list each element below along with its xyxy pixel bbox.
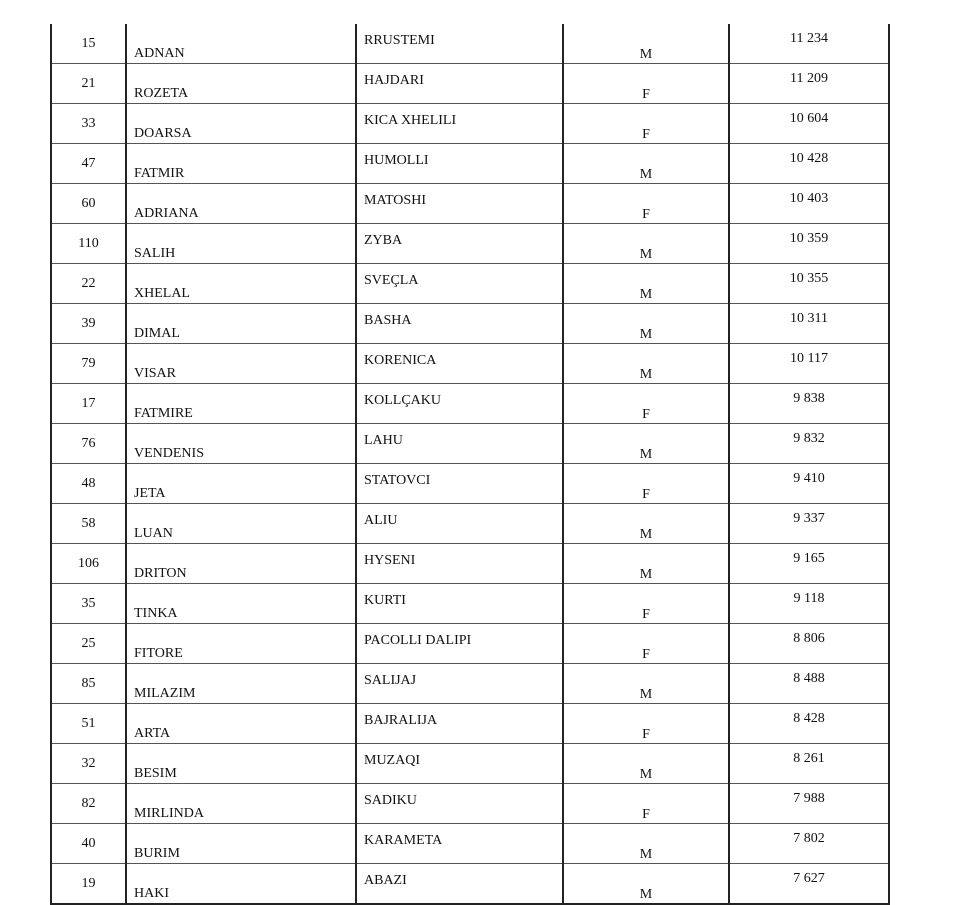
gender-cell: F xyxy=(563,624,729,664)
table-row xyxy=(51,424,889,464)
candidate-number-cell: 85 xyxy=(51,664,126,704)
table-row xyxy=(51,624,889,664)
first-name-cell: ADRIANA xyxy=(126,184,356,224)
candidate-number-cell: 35 xyxy=(51,584,126,624)
candidate-number-cell: 82 xyxy=(51,784,126,824)
candidate-number-cell: 32 xyxy=(51,744,126,784)
table-row xyxy=(51,224,889,264)
vote-count-cell: 10 428 xyxy=(729,144,889,184)
table-row xyxy=(51,704,889,744)
vote-count-cell: 10 117 xyxy=(729,344,889,384)
gender-cell: M xyxy=(563,344,729,384)
vote-count-cell: 9 832 xyxy=(729,424,889,464)
vote-count-cell: 7 627 xyxy=(729,864,889,905)
candidate-number-cell: 106 xyxy=(51,544,126,584)
first-name-cell: MIRLINDA xyxy=(126,784,356,824)
first-name-cell: ROZETA xyxy=(126,64,356,104)
last-name-cell: MUZAQI xyxy=(356,744,563,784)
first-name-cell: FATMIRE xyxy=(126,384,356,424)
first-name-cell: DRITON xyxy=(126,544,356,584)
gender-cell: M xyxy=(563,824,729,864)
first-name-cell: JETA xyxy=(126,464,356,504)
table-row xyxy=(51,464,889,504)
vote-count-cell: 9 337 xyxy=(729,504,889,544)
vote-count-cell: 10 359 xyxy=(729,224,889,264)
gender-cell: M xyxy=(563,424,729,464)
candidate-number-cell: 40 xyxy=(51,824,126,864)
last-name-cell: ABAZI xyxy=(356,864,563,905)
table-row xyxy=(51,544,889,584)
gender-cell: M xyxy=(563,304,729,344)
vote-count-cell: 8 261 xyxy=(729,744,889,784)
last-name-cell: KURTI xyxy=(356,584,563,624)
table-row xyxy=(51,64,889,104)
gender-cell: F xyxy=(563,784,729,824)
candidate-number-cell: 58 xyxy=(51,504,126,544)
vote-count-cell: 7 988 xyxy=(729,784,889,824)
first-name-cell: ADNAN xyxy=(126,24,356,64)
vote-count-cell: 10 355 xyxy=(729,264,889,304)
candidate-number-cell: 39 xyxy=(51,304,126,344)
table-row xyxy=(51,384,889,424)
candidate-number-cell: 60 xyxy=(51,184,126,224)
table-row xyxy=(51,784,889,824)
first-name-cell: DOARSA xyxy=(126,104,356,144)
last-name-cell: RRUSTEMI xyxy=(356,24,563,64)
first-name-cell: DIMAL xyxy=(126,304,356,344)
candidate-number-cell: 48 xyxy=(51,464,126,504)
vote-count-cell: 9 118 xyxy=(729,584,889,624)
candidate-number-cell: 21 xyxy=(51,64,126,104)
last-name-cell: HUMOLLI xyxy=(356,144,563,184)
last-name-cell: HAJDARI xyxy=(356,64,563,104)
first-name-cell: VENDENIS xyxy=(126,424,356,464)
last-name-cell: PACOLLI DALIPI xyxy=(356,624,563,664)
table-row xyxy=(51,304,889,344)
gender-cell: F xyxy=(563,584,729,624)
last-name-cell: KORENICA xyxy=(356,344,563,384)
last-name-cell: BAJRALIJA xyxy=(356,704,563,744)
gender-cell: F xyxy=(563,704,729,744)
candidate-number-cell: 47 xyxy=(51,144,126,184)
first-name-cell: XHELAL xyxy=(126,264,356,304)
vote-count-cell: 9 410 xyxy=(729,464,889,504)
table-row xyxy=(51,664,889,704)
gender-cell: F xyxy=(563,104,729,144)
candidate-number-cell: 19 xyxy=(51,864,126,905)
table-row xyxy=(51,144,889,184)
first-name-cell: BESIM xyxy=(126,744,356,784)
candidate-number-cell: 110 xyxy=(51,224,126,264)
first-name-cell: MILAZIM xyxy=(126,664,356,704)
table-row xyxy=(51,184,889,224)
candidate-number-cell: 79 xyxy=(51,344,126,384)
gender-cell: M xyxy=(563,504,729,544)
table-row xyxy=(51,504,889,544)
vote-count-cell: 10 311 xyxy=(729,304,889,344)
first-name-cell: BURIM xyxy=(126,824,356,864)
first-name-cell: FATMIR xyxy=(126,144,356,184)
last-name-cell: KARAMETA xyxy=(356,824,563,864)
candidate-number-cell: 33 xyxy=(51,104,126,144)
gender-cell: M xyxy=(563,544,729,584)
gender-cell: M xyxy=(563,144,729,184)
candidate-number-cell: 15 xyxy=(51,24,126,64)
vote-count-cell: 8 428 xyxy=(729,704,889,744)
gender-cell: M xyxy=(563,224,729,264)
first-name-cell: SALIH xyxy=(126,224,356,264)
last-name-cell: STATOVCI xyxy=(356,464,563,504)
first-name-cell: HAKI xyxy=(126,864,356,905)
gender-cell: M xyxy=(563,744,729,784)
table-row xyxy=(51,104,889,144)
last-name-cell: KOLLÇAKU xyxy=(356,384,563,424)
vote-count-cell: 11 234 xyxy=(729,24,889,64)
candidate-results-table-container xyxy=(50,24,888,905)
last-name-cell: LAHU xyxy=(356,424,563,464)
vote-count-cell: 11 209 xyxy=(729,64,889,104)
vote-count-cell: 7 802 xyxy=(729,824,889,864)
last-name-cell: ZYBA xyxy=(356,224,563,264)
last-name-cell: BASHA xyxy=(356,304,563,344)
candidate-number-cell: 17 xyxy=(51,384,126,424)
vote-count-cell: 10 403 xyxy=(729,184,889,224)
table-row xyxy=(51,864,889,905)
table-row xyxy=(51,344,889,384)
gender-cell: M xyxy=(563,864,729,905)
vote-count-cell: 10 604 xyxy=(729,104,889,144)
table-row xyxy=(51,824,889,864)
last-name-cell: SVEÇLA xyxy=(356,264,563,304)
candidate-number-cell: 51 xyxy=(51,704,126,744)
gender-cell: M xyxy=(563,664,729,704)
first-name-cell: LUAN xyxy=(126,504,356,544)
first-name-cell: ARTA xyxy=(126,704,356,744)
vote-count-cell: 8 806 xyxy=(729,624,889,664)
table-row xyxy=(51,264,889,304)
first-name-cell: TINKA xyxy=(126,584,356,624)
first-name-cell: FITORE xyxy=(126,624,356,664)
gender-cell: F xyxy=(563,184,729,224)
vote-count-cell: 9 165 xyxy=(729,544,889,584)
table-row xyxy=(51,24,889,64)
gender-cell: M xyxy=(563,264,729,304)
gender-cell: F xyxy=(563,464,729,504)
table-row xyxy=(51,744,889,784)
last-name-cell: SALIJAJ xyxy=(356,664,563,704)
candidate-results-table xyxy=(50,24,890,905)
candidate-number-cell: 25 xyxy=(51,624,126,664)
first-name-cell: VISAR xyxy=(126,344,356,384)
gender-cell: F xyxy=(563,64,729,104)
table-body xyxy=(51,24,889,904)
vote-count-cell: 9 838 xyxy=(729,384,889,424)
candidate-number-cell: 76 xyxy=(51,424,126,464)
last-name-cell: HYSENI xyxy=(356,544,563,584)
candidate-number-cell: 22 xyxy=(51,264,126,304)
last-name-cell: KICA XHELILI xyxy=(356,104,563,144)
gender-cell: F xyxy=(563,384,729,424)
last-name-cell: ALIU xyxy=(356,504,563,544)
vote-count-cell: 8 488 xyxy=(729,664,889,704)
gender-cell: M xyxy=(563,24,729,64)
last-name-cell: SADIKU xyxy=(356,784,563,824)
last-name-cell: MATOSHI xyxy=(356,184,563,224)
table-row xyxy=(51,584,889,624)
